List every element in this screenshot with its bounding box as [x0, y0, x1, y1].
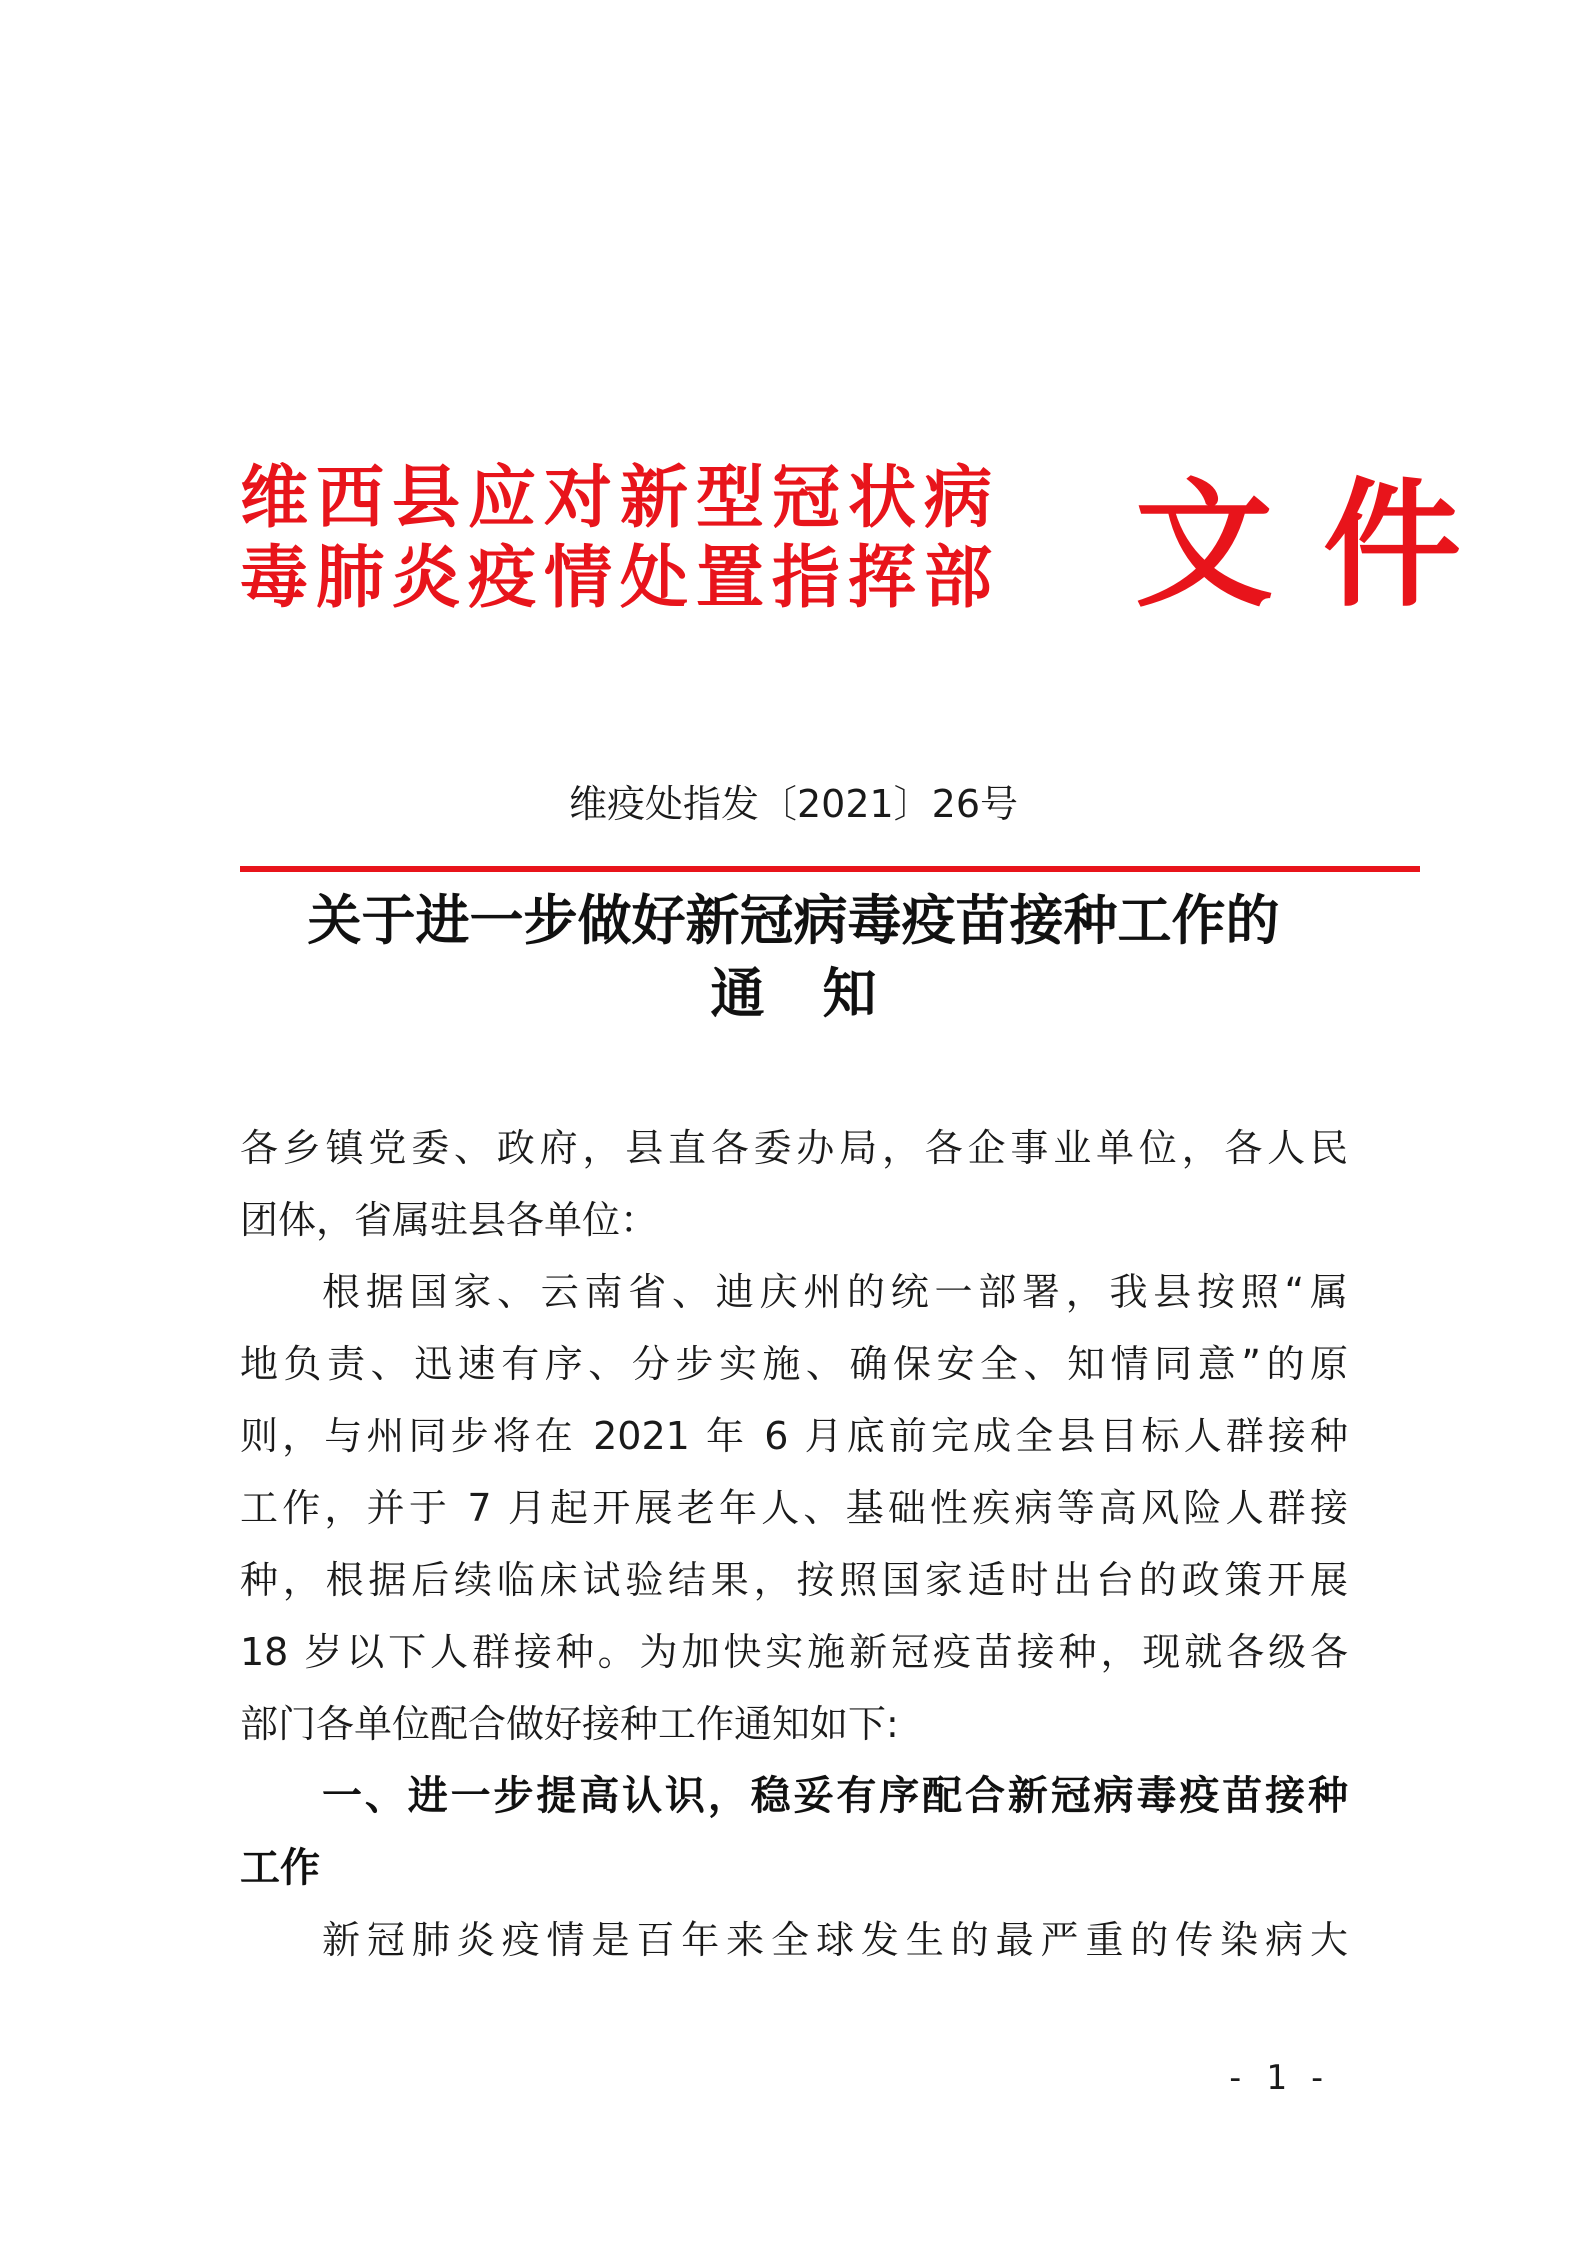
body-line-addressee-1: 各乡镇党委、政府，县直各委办局，各企事业单位，各人民 — [240, 1126, 1348, 1170]
body-line-addressee-2: 团体，省属驻县各单位： — [240, 1198, 659, 1242]
body-line: 18 岁以下人群接种。为加快实施新冠疫苗接种，现就各级各 — [240, 1630, 1348, 1674]
body-line: 根据国家、云南省、迪庆州的统一部署，我县按照“属 — [322, 1270, 1348, 1314]
body-line: 工作，并于 7 月起开展老年人、基础性疾病等高风险人群接 — [240, 1486, 1348, 1530]
section-heading-1: 一、进一步提高认识，稳妥有序配合新冠病毒疫苗接种 — [322, 1772, 1348, 1819]
agency-name-line-2: 毒肺炎疫情处置指挥部 — [240, 538, 1001, 618]
page-number: - 1 - — [1225, 2058, 1328, 2098]
document-word: 文件 — [1135, 463, 1512, 626]
section-heading-1-continued: 工作 — [240, 1844, 320, 1891]
body-line: 种，根据后续临床试验结果，按照国家适时出台的政策开展 — [240, 1558, 1348, 1602]
body-line: 地负责、迅速有序、分步实施、确保安全、知情同意”的原 — [240, 1342, 1348, 1386]
body-line: 则，与州同步将在 2021 年 6 月底前完成全县目标人群接种 — [240, 1414, 1348, 1458]
body-line: 新冠肺炎疫情是百年来全球发生的最严重的传染病大 — [322, 1918, 1348, 1962]
agency-name-line-1: 维西县应对新型冠状病 — [240, 458, 1001, 538]
notice-title-line-1: 关于进一步做好新冠病毒疫苗接种工作的 — [307, 888, 1280, 952]
body-line: 部门各单位配合做好接种工作通知如下: — [240, 1702, 899, 1746]
letterhead — [240, 458, 1512, 628]
red-divider-line — [240, 866, 1420, 872]
document-number: 维疫处指发〔2021〕26号 — [568, 782, 1019, 826]
notice-body — [240, 1112, 1348, 1976]
notice-title-line-2: 通知 — [710, 961, 935, 1025]
